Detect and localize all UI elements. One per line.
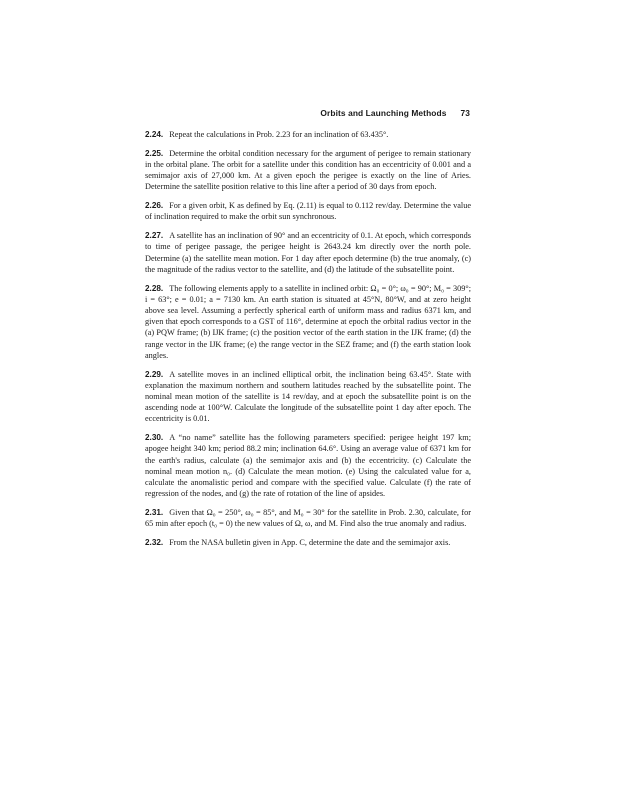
problem-item (145, 148, 471, 193)
problem-text: Given that Ω₀ = 250°, ω₀ = 85°, and M₀ = 30° for the satellite in Prob. 2.30, calculate, for 65 min after epoch (t₀ = 0) the new values of Ω, ω, and M. Find also the true anomaly and radius. (145, 508, 471, 529)
problem-number: 2.32. (145, 538, 164, 548)
problem-number: 2.30. (145, 433, 164, 443)
problem-text: The following elements apply to a satellite in inclined orbit: Ω₀ = 0°; ω₀ = 90°; M₀ = 309°; i = 63°; e = 0.01; a = 7130 km. An earth station is situated at 45°N, 80°W, and at zero height above sea level. Assuming a perfectly spherical earth of uniform mass and radius 6371 km, and given that epoch corresponds to a GST of 116°, determine at epoch the orbital radius vector in the (a) PQW frame; (b) IJK frame; (c) the position vector of the earth station in the IJK frame; (d) the range vector in the IJK frame; (e) the range vector in the SEZ frame; and (f) the earth station look angles. (145, 283, 471, 360)
problem-item (145, 369, 471, 425)
problem-number: 2.25. (145, 148, 164, 158)
problem-text: A satellite has an inclination of 90° and an eccentricity of 0.1. At epoch, which corresponds to time of perigee passage, the perigee height is 2643.24 km directly over the north pole. Determine (a) the satellite mean motion. For 1 day after epoch determine (b) the true anomaly, (c) the magnitude of the radius vector to the satellite, and (d) the latitude of the subsatellite point. (145, 231, 471, 274)
problem-number: 2.26. (145, 201, 164, 211)
running-header (145, 108, 470, 118)
problem-item (145, 200, 471, 222)
problem-text: For a given orbit, K as defined by Eq. (2.11) is equal to 0.112 rev/day. Determine the value of inclination required to make the orbit sun synchronous. (145, 201, 471, 222)
problem-text: A “no name” satellite has the following parameters specified: perigee height 197 km; apogee height 340 km; period 88.2 min; inclination 64.6°. Using an average value of 6371 km for the earth's radius, calculate (a) the semimajor axis and (b) the eccentricity. (c) Calculate the nominal mean motion n₀. (d) Calculate the mean motion. (e) Using the calculated value for a, calculate the anomalistic period and compare with the specified value. Calculate (f) the rate of regression of the nodes, and (g) the rate of rotation of the line of apsides. (145, 433, 471, 499)
problem-number: 2.29. (145, 369, 164, 379)
problem-item (145, 230, 471, 275)
problem-number: 2.28. (145, 283, 164, 293)
chapter-title: Orbits and Launching Methods (320, 108, 447, 118)
page-number: 73 (460, 108, 470, 118)
problem-text: Repeat the calculations in Prob. 2.23 for an inclination of 63.435°. (169, 130, 389, 139)
problem-text: A satellite moves in an inclined elliptical orbit, the inclination being 63.45°. State with explanation the maximum northern and southern latitudes reached by the subsatellite point. The nominal mean motion of the satellite is 14 rev/day, and at epoch the subsatellite point is on the ascending node at 100°W. Calculate the longitude of the subsatellite point 1 day after epoch. The eccentricity is 0.01. (145, 369, 471, 424)
problem-item (145, 129, 471, 140)
problem-number: 2.24. (145, 130, 164, 139)
problem-item (145, 537, 471, 548)
problem-item (145, 432, 471, 499)
problem-number: 2.31. (145, 508, 164, 518)
problem-item (145, 283, 471, 361)
problem-text: From the NASA bulletin given in App. C, determine the date and the semimajor axis. (169, 538, 451, 548)
problem-list (145, 129, 471, 556)
problem-text: Determine the orbital condition necessary for the argument of perigee to remain stationary in the orbital plane. The orbit for a satellite under this condition has an eccentricity of 0.001 and a semimajor axis of 27,000 km. At a given epoch the perigee is exactly on the line of Aries. Determine the satellite position relative to this line after a period of 30 days from epoch. (145, 148, 471, 192)
problem-item (145, 507, 471, 529)
problem-number: 2.27. (145, 231, 164, 241)
